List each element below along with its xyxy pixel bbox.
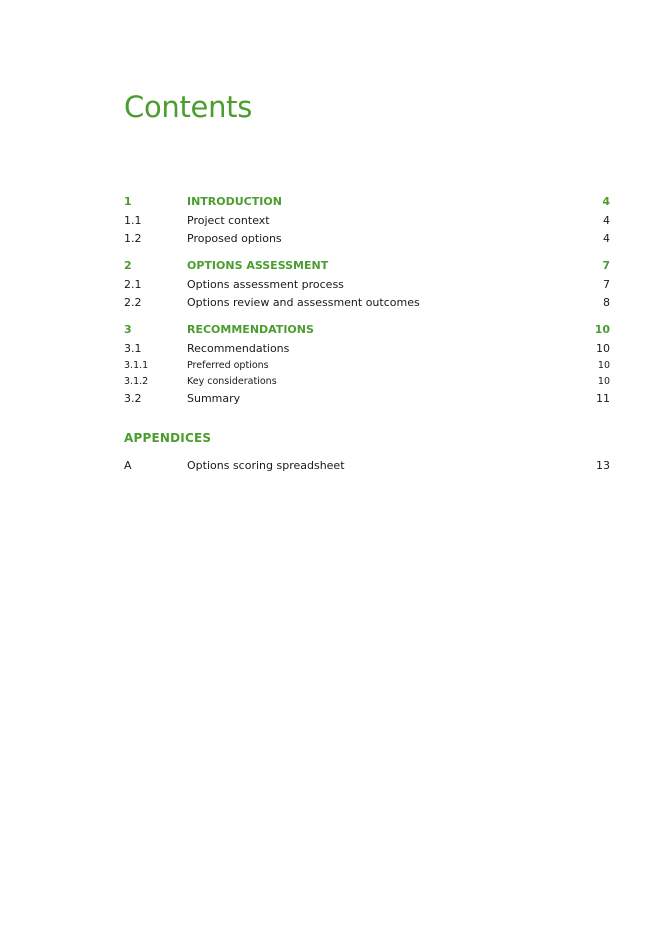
toc-chapter-title: OPTIONS ASSESSMENT [187, 259, 329, 272]
appendix-page: 13 [596, 459, 610, 472]
toc-chapter-number: 2 [124, 259, 132, 272]
toc-item-project-context[interactable] [124, 212, 610, 230]
toc-item-page: 4 [603, 214, 610, 227]
toc-chapter-page: 7 [602, 259, 610, 272]
toc-item-title: Options review and assessment outcomes [187, 296, 420, 309]
toc-item-preferred-options[interactable] [124, 358, 610, 374]
toc-item-options-review[interactable] [124, 294, 610, 312]
table-of-contents [124, 192, 610, 408]
toc-item-key-considerations[interactable] [124, 374, 610, 390]
toc-item-proposed-options[interactable] [124, 230, 610, 248]
toc-item-number: 3.2 [124, 392, 142, 405]
toc-item-title: Preferred options [187, 360, 269, 371]
toc-item-number: 3.1.2 [124, 376, 149, 387]
toc-item-title: Key considerations [187, 376, 277, 387]
toc-appendix-a[interactable] [124, 457, 610, 475]
toc-chapter-title: RECOMMENDATIONS [187, 323, 314, 336]
toc-item-recommendations[interactable] [124, 340, 610, 358]
toc-item-number: 1.1 [124, 214, 142, 227]
toc-item-title: Recommendations [187, 342, 290, 355]
toc-chapter-number: 1 [124, 195, 132, 208]
toc-item-page: 11 [596, 392, 610, 405]
toc-item-summary[interactable] [124, 390, 610, 408]
appendices-heading: APPENDICES [124, 431, 212, 445]
toc-item-title: Project context [187, 214, 270, 227]
toc-item-page: 7 [603, 278, 610, 291]
toc-item-page: 10 [597, 360, 610, 371]
toc-item-title: Options assessment process [187, 278, 344, 291]
toc-item-title: Proposed options [187, 232, 282, 245]
toc-chapter-options-assessment[interactable] [124, 256, 610, 276]
toc-chapter-recommendations[interactable] [124, 320, 610, 340]
appendix-list [124, 457, 610, 475]
toc-item-page: 10 [596, 342, 610, 355]
toc-chapter-introduction[interactable] [124, 192, 610, 212]
toc-item-number: 2.2 [124, 296, 142, 309]
toc-item-number: 3.1 [124, 342, 142, 355]
toc-item-number: 3.1.1 [124, 360, 149, 371]
toc-item-number: 1.2 [124, 232, 142, 245]
toc-item-page: 8 [603, 296, 610, 309]
toc-chapter-page: 10 [594, 323, 610, 336]
toc-item-number: 2.1 [124, 278, 142, 291]
toc-item-title: Summary [187, 392, 241, 405]
toc-item-page: 4 [603, 232, 610, 245]
toc-item-page: 10 [597, 376, 610, 387]
toc-chapter-title: INTRODUCTION [187, 195, 282, 208]
appendix-title: Options scoring spreadsheet [187, 459, 345, 472]
page-title: Contents [124, 90, 253, 124]
toc-chapter-page: 4 [602, 195, 610, 208]
toc-chapter-number: 3 [124, 323, 132, 336]
appendix-letter: A [124, 459, 132, 472]
toc-item-options-assessment-process[interactable] [124, 276, 610, 294]
